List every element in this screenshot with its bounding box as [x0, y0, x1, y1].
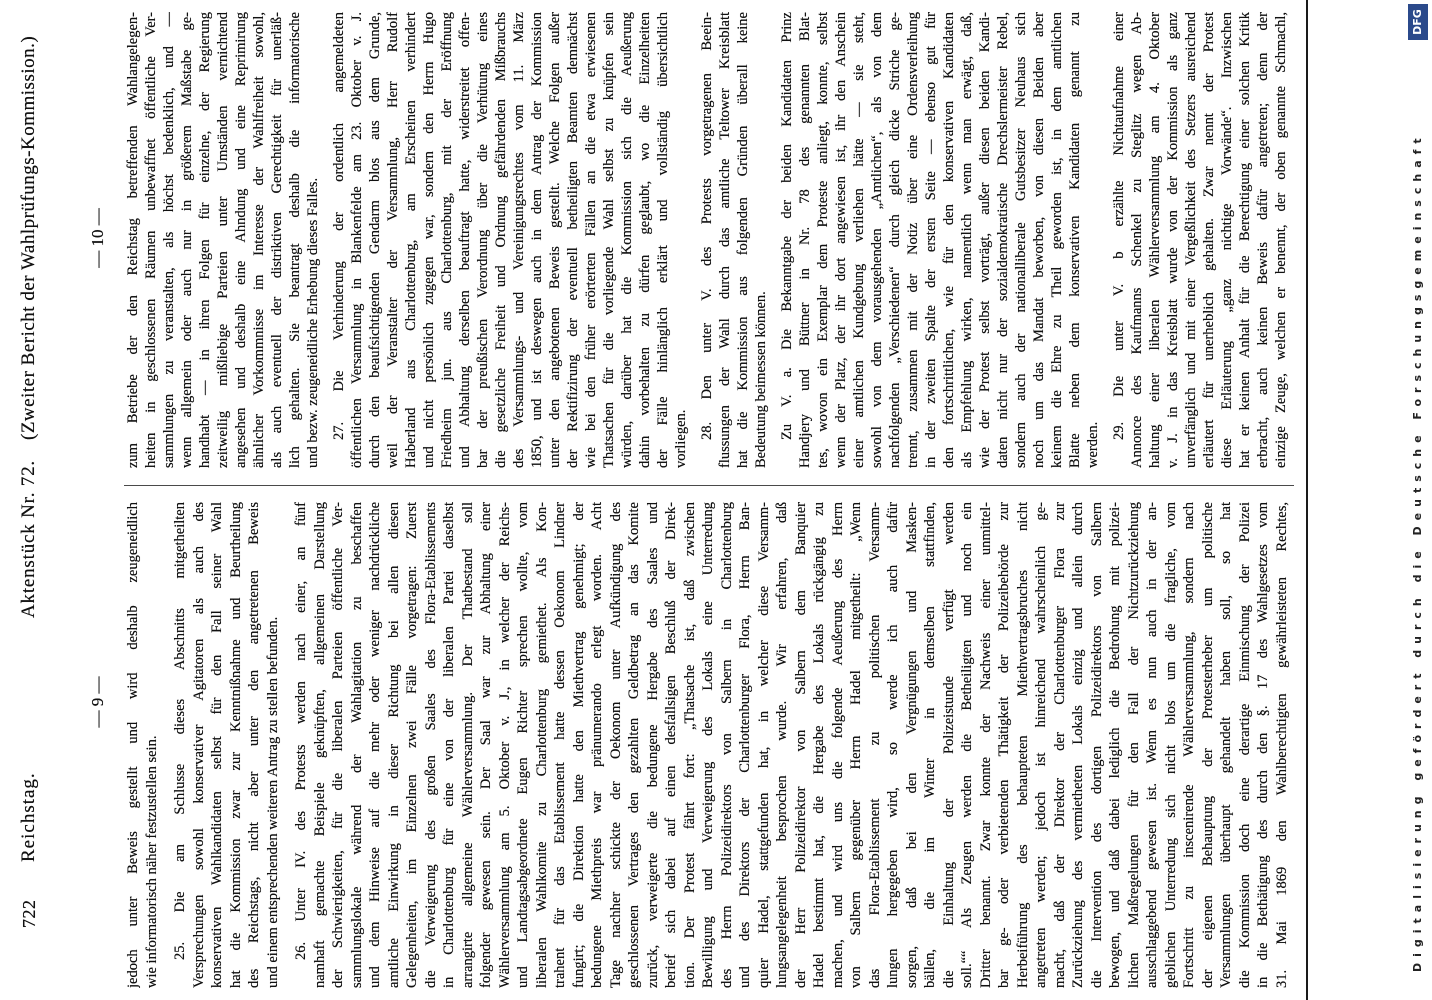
column-divider	[124, 485, 1294, 486]
text-line: sowohl von dem vorausgehenden „Amtlichen“, als von dem	[869, 12, 885, 468]
text-line: öffentlichen Versammlung in Blankenfelde am 23. Oktober v. J.	[349, 12, 365, 468]
text-line: Wählerversammlung am 5. Oktober v. J., in welcher der Reichs-	[496, 502, 513, 988]
dfg-logo-icon: DFG	[1408, 4, 1428, 40]
text-line: macht, daß der Direktor der Charlottenburger Flora zur	[1051, 502, 1068, 988]
column-page-label-right: — 10 —	[88, 208, 107, 268]
text-line: tes, wovon ein Exemplar dem Proteste anliegt, konnte, selbst	[815, 12, 831, 468]
text-line: der Herr Polizeidirektor von Salbern dem Banquier	[792, 502, 809, 988]
header-body-name: Reichstag.	[18, 772, 39, 862]
header-document-number: Aktenstück Nr. 72.	[18, 460, 39, 618]
text-line: der eigenen Behauptung der Protesterheber um politische	[1199, 502, 1216, 988]
paragraph	[124, 12, 322, 468]
text-line: Handjery und Büttner in Nr. 78 des genannten Blat-	[797, 12, 813, 468]
text-column-right	[124, 12, 1290, 468]
text-line: handhabt — in ihren Folgen für einzelne, der Regierung	[197, 12, 213, 468]
text-line: werden.	[1085, 421, 1101, 468]
text-line: Blatte neben dem konservativen Kandidaten genannt zu	[1067, 12, 1083, 468]
text-line: Thatsachen für die vorliegende Wahl selbst zu knüpfen sein	[601, 12, 617, 468]
text-line: des Reichstags, nicht aber unter den angetretenen Beweis	[246, 502, 262, 988]
text-line: 1850, und ist deswegen auch in dem Antrag der Kommission	[529, 12, 545, 468]
text-line: berief sich dabei auf einen desfallsigen Beschluß der Direk-	[663, 502, 679, 988]
text-line: lich gehalten. Sie beantragt deshalb die informatorische	[287, 12, 303, 468]
paragraph	[330, 12, 690, 468]
text-line: 29. Die unter V. b erzählte Nichtaufnahme einer	[1111, 12, 1127, 440]
paragraph	[292, 502, 1291, 988]
text-line: angetreten werden; jedoch ist hinreichend wahrscheinlich ge-	[1033, 502, 1049, 988]
text-line: ausschlaggebend gewesen ist. Wenn es nun auch in der an-	[1144, 502, 1160, 988]
text-line: und bezw. zeugeneidliche Erhebung dieses Falles.	[305, 177, 321, 468]
text-line: v. J. in das Kreisblatt wurde von der Kommission als ganz	[1165, 12, 1181, 468]
text-line: in Charlottenburg für eine von der liberalen Partei daselbst	[441, 502, 457, 988]
text-line: konservativen Wahlkandidaten selbst für den Fall seiner Wahl	[209, 502, 225, 988]
text-line: und einem entsprechenden weiteren Antrag zu stellen befunden.	[264, 616, 281, 988]
paragraph	[171, 502, 282, 988]
text-line: amtliche Einwirkung in dieser Richtung bei allen diesen	[385, 502, 402, 988]
text-line: wie bei den früher erörterten Fällen an die etwa erwiesenen	[583, 12, 599, 468]
text-line: Versprechungen sowohl konservativer Agitatoren als auch des	[190, 502, 207, 988]
text-line: und nicht persönlich zugegen war, sondern den Herrn Hugo	[421, 12, 437, 468]
text-line: daten nicht nur der sozialdemokratische Drechslermeister Rebel,	[995, 12, 1011, 468]
text-line: lichen Maßregelungen für den Fall der Nichtzurückziehung	[1125, 502, 1142, 988]
text-line: Haberland aus Charlottenburg, am Erscheinen verhindert	[403, 12, 419, 468]
text-line: dahin vorbehalten zu dürfen geglaubt, wo die Einzelheiten	[637, 12, 653, 468]
text-line: lungsangelegenheit besprochen wurde. Wir erfahren, daß	[774, 502, 790, 988]
text-line: einzige Zeuge, welchen er benennt, der oben genannte Schmachl,	[1273, 12, 1289, 468]
text-line: Bewilligung und Verweigerung des Lokals eine Unterredung	[700, 502, 716, 988]
text-line: das Flora-Etablissement zu politischen Versamm-	[866, 502, 883, 988]
text-line: geblichen Unterredung sich nicht blos um die fragliche, vom	[1162, 502, 1179, 988]
text-line: Herbeiführung des behaupteten Miethvertragsbruches nicht	[1014, 502, 1031, 988]
text-column-left	[124, 502, 1291, 988]
text-line: bar der preußischen Verordnung über die Verhütung eines	[475, 12, 491, 468]
text-line: 26. Unter IV. des Protests werden nach einer, an fünf	[293, 502, 309, 960]
text-line: nachfolgenden „Verschiedenen“ durch gleich dicke Striche ge-	[887, 12, 903, 468]
text-line: machen, und wird uns die folgende Aeußerung des Herrn	[829, 502, 846, 988]
text-line: Versammlungen überhaupt gehandelt haben soll, so hat	[1218, 502, 1234, 988]
paragraph	[1110, 12, 1290, 468]
text-line: geschlossenen Vertrages den gezahlten Geldbetrag an das Komite	[626, 502, 642, 988]
text-line: wie der Protest selbst vorträgt, außer diesen beiden Kandi-	[977, 12, 993, 468]
text-line: bewogen, und daß dabei lediglich die Bedrohung mit polizei-	[1107, 502, 1123, 988]
text-line: in der zweiten Spalte der ersten Seite — ebenso gut für	[923, 12, 939, 468]
text-line: und Abhaltung derselben beauftragt hatte, widerstreitet offen-	[457, 12, 473, 468]
text-line: weil der Veranstalter der Versammlung, Herr Rudolf	[385, 12, 401, 468]
text-line: sorgen, daß bei den Vergnügungen und Masken-	[903, 502, 920, 988]
column-page-label-left: — 9 —	[88, 676, 107, 728]
text-line: 27. Die Verhinderung der ordentlich angemeldeten	[331, 12, 347, 440]
text-line: den fortschrittlichen, wie für den konservativen Kandidaten	[941, 12, 957, 468]
text-line: lungen hergegeben wird, so werde ich auch dafür	[885, 502, 901, 988]
text-line: vorliegen.	[673, 409, 689, 468]
text-line: liberalen Wahlkomite zu Charlottenburg gemiethet. Als Kon-	[533, 502, 550, 988]
text-line: folgender gewesen sein. Der Saal war zur Abhaltung einer	[478, 502, 494, 988]
text-line: arrangirte allgemeine Wählerversammlung. Der Thatbestand soll	[459, 502, 476, 988]
text-line: hat er keinen Anhalt für die Berechtigung einer solchen Kritik	[1237, 12, 1253, 468]
text-line: trennt, zusammen mit der Notiz über eine Ordensverleihung	[905, 12, 921, 468]
text-line: Hadel bestimmt hat, die Hergabe des Lokals rückgängig zu	[811, 502, 827, 988]
paragraph	[778, 12, 1102, 468]
text-line: wenn der Platz, der ihr dort angewiesen ist, ihr den Anschein	[833, 12, 849, 468]
text-line: 31. Mai 1869 den Wahlberechtigten gewährleisteten Rechtes,	[1273, 502, 1290, 988]
text-line: unverfänglich und mit einer Vergeßlichkeit des Setzers ausreichend	[1183, 12, 1199, 468]
text-line: sammlungslokale während der Wahlagitation zu beschaffen	[348, 502, 365, 988]
text-line: Gelegenheiten, im Einzelnen zwei Fälle vorgetragen: Zuerst	[404, 502, 420, 988]
text-line: die Einhaltung der Polizeistunde verfügt werden	[940, 502, 957, 988]
text-line: bedungene Miethpreis war pränumerando erlegt worden. Acht	[589, 502, 605, 988]
text-line: erläutert für unerheblich gehalten. Zwar nennt der Protest	[1201, 12, 1217, 468]
text-line: quier Hadel, stattgefunden hat, in welcher diese Versamm-	[755, 502, 772, 988]
text-line: Zurückziehung des vermietheten Lokals einzig und allein durch	[1070, 502, 1086, 988]
text-line: und Landtagsabgeordnete Eugen Richter sprechen wollte, vom	[515, 502, 531, 988]
text-line: haltung einer liberalen Wählerversammlung am 4. Oktober	[1147, 12, 1163, 468]
text-line: als auch eventuell der distriktiven Gerechtigkeit für unerläß-	[269, 12, 285, 468]
text-line: in die Bethätigung des durch den §. 17 des Wahlgesetzes vom	[1255, 502, 1271, 988]
text-line: zeitweilig mißliebige Parteien unter Umständen vernichtend	[215, 12, 231, 468]
text-line: diese Erläuterung „ganz nichtige Vorwände“. Inzwischen	[1219, 12, 1235, 468]
text-line: Bedeutung beimessen können.	[753, 291, 769, 468]
text-line: keinem die Ehre zu Theil geworden ist, in dem amtlichen	[1049, 12, 1065, 468]
text-line: des Herrn Polizeidirektors von Salbern in Charlottenburg	[718, 502, 735, 988]
text-line: noch um das Mandat beworben, von diesen Beiden aber	[1031, 12, 1047, 468]
text-line: der Fälle hinlänglich erklärt und vollständig übersichtlich	[655, 12, 671, 468]
text-line: wie informatorisch näher festzustellen sein.	[143, 735, 160, 988]
text-line: sammlungen zu veranstalten, als höchst bedenklich, und —	[161, 12, 177, 468]
text-line: der Rektifizirung der eventuell betheiligten Beamten demnächst	[565, 12, 581, 468]
text-line: die Verweigerung des großen Saales des Flora-Etablissements	[422, 502, 439, 988]
text-line: heiten in geschlossenen Räumen unbewaffnet öffentliche Ver-	[143, 12, 159, 468]
text-line: bällen, die im Winter in demselben stattfinden,	[922, 502, 938, 988]
text-line: sondern auch der nationalliberale Gutsbesitzer Neuhaus sich	[1013, 12, 1029, 468]
text-line: und des Direktors der Charlottenburger Flora, Herrn Ban-	[737, 502, 753, 988]
text-line: die Intervention des dortigen Polizeidirektors von Salbern	[1088, 502, 1105, 988]
text-line: würden, darüber hat die Kommission sich die Aeußerung	[619, 12, 635, 468]
text-line: wenn allgemein oder auch nur in größerem Maßstabe ge-	[179, 12, 195, 468]
text-line: Zu V. a. Die Bekanntgabe der beiden Kandidaten Prinz	[779, 12, 795, 440]
text-line: angesehen und deshalb eine Ahndung und eine Reprimirung	[233, 12, 249, 468]
text-line: zurück, verweigerte die bedungene Hergabe des Saales und	[644, 502, 661, 988]
text-line: hat die Kommission aus folgenden Gründen überall keine	[735, 12, 751, 468]
text-line: fungirt; die Direktion hatte den Miethvertrag genehmigt; der	[570, 502, 587, 988]
text-line: Tage nachher schickte der Oekonom unter Aufkündigung des	[607, 502, 624, 988]
text-line: die gesetzliche Freiheit und Ordnung gefährdenden Mißbrauchs	[493, 12, 509, 468]
text-line: Dritter benannt. Zwar konnte der Nachweis einer unmittel-	[977, 502, 994, 988]
text-line: Friedheim jun. aus Charlottenburg, mit der Eröffnung	[439, 12, 455, 468]
text-line: unter den angebotenen Beweis gestellt. Welche Folgen außer	[547, 12, 563, 468]
text-line: 25. Die am Schlusse dieses Abschnitts mitgetheilten	[172, 502, 188, 960]
page-number: 722	[19, 899, 39, 928]
text-line: bar ge- oder verbietenden Thätigkeit der Polizeibehörde zur	[996, 502, 1012, 988]
text-line: namhaft gemachte Beispiele geknüpften, allgemeinen Darstellung	[311, 502, 328, 988]
text-line: die Kommission doch eine derartige Einmischung der Polizei	[1236, 502, 1253, 988]
paragraph	[698, 12, 770, 468]
text-line: Annonce des Kaufmanns Schenkel zu Steglitz wegen Ab-	[1129, 12, 1145, 468]
text-line: durch den beaufsichtigenden Gendarm blos aus dem Grunde,	[367, 12, 383, 468]
text-line: 28. Den unter V. des Protests vorgetragenen Beein-	[699, 12, 715, 440]
text-line: trahent für das Etablissement hatte dessen Oekonom Lindner	[552, 502, 568, 988]
text-line: hat die Kommission zwar zur Kenntnißnahme und Beurtheilung	[227, 502, 244, 988]
text-line: flussungen der Wahl durch das amtliche Teltower Kreisblatt	[717, 12, 733, 468]
text-line: jedoch unter Beweis gestellt und wird deshalb zeugeneidlich	[125, 502, 141, 988]
page-edge-line	[1306, 0, 1308, 1000]
text-line: der Schwierigkeiten, für die liberalen Parteien öffentliche Ver-	[330, 502, 346, 988]
text-line: erbracht, auch keinen Beweis dafür angetreten; denn der	[1255, 12, 1271, 468]
header-report-title: (Zweiter Bericht der Wahlprüfungs-Kommission.)	[18, 35, 39, 440]
text-line: von Salbern gegenüber Herrn Hadel mitgetheilt: „Wenn	[848, 502, 864, 988]
text-line: ähnlicher Vorkommnisse im Interesse der Wahlfreiheit sowohl,	[251, 12, 267, 468]
text-line: einer amtlichen Kundgebung verliehen hätte — sie steht,	[851, 12, 867, 468]
text-line: tion. Der Protest fährt fort: „Thatsache ist, daß zwischen	[681, 502, 698, 988]
paragraph	[124, 502, 161, 988]
text-line: und dem Hinweise auf die mehr oder weniger nachdrückliche	[367, 502, 383, 988]
text-line: Fortschritt zu inscenirende Wählerversammlung, sondern nach	[1181, 502, 1197, 988]
text-line: des Versammlungs- und Vereinigungsrechtes vom 11. März	[511, 12, 527, 468]
digitization-credit: Digitalisierung gefördert durch die Deutsche Forschungsgemeinschaft	[1411, 132, 1424, 972]
text-line: zum Betriebe der den Reichstag betreffenden Wahlangelegen-	[125, 12, 141, 468]
text-line: als Empfehlung wirken, namentlich wenn man erwägt, daß,	[959, 12, 975, 468]
text-line: soll.““ Als Zeugen werden die Betheiligten und noch ein	[959, 502, 975, 988]
